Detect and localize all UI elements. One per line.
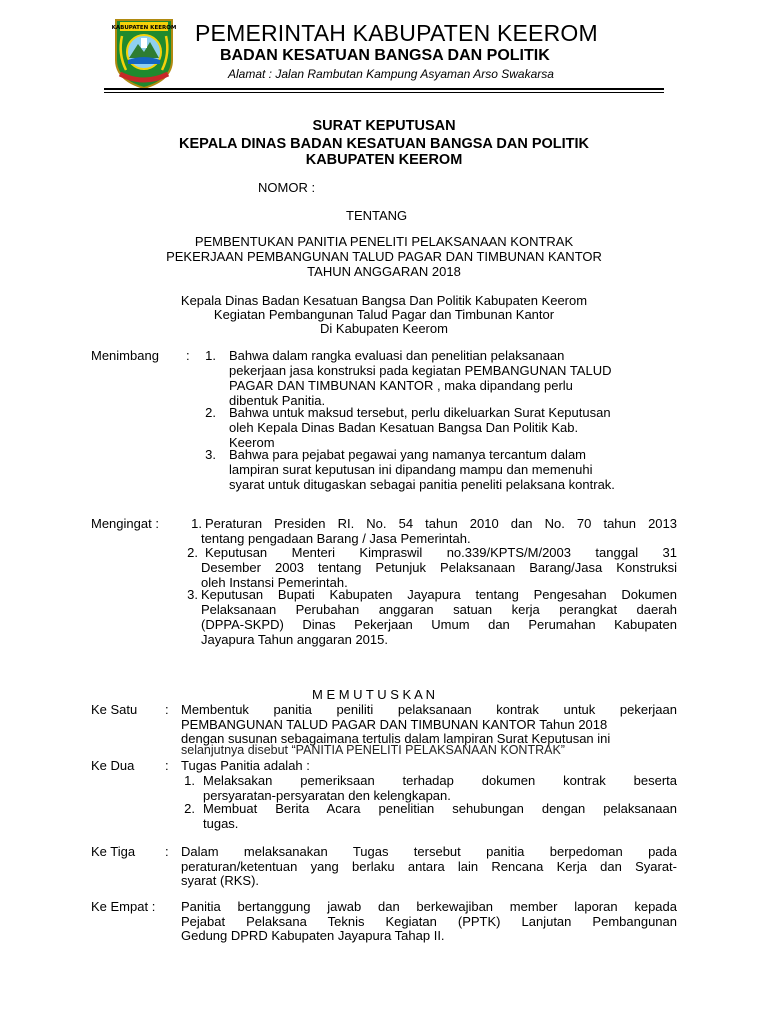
- doc-issuer-region: KABUPATEN KEEROM: [305, 152, 463, 168]
- subject-line-2: PEKERJAAN PEMBANGUNAN TALUD PAGAR DAN TIMBUNAN KANTOR: [166, 249, 602, 264]
- ke-dua-item-2-num: 2.: [184, 801, 195, 816]
- menimbang-item-2-line: Bahwa untuk maksud tersebut, perlu dikeluarkan Surat Keputusan: [229, 405, 611, 420]
- menimbang-item-3-line: lampiran surat keputusan ini dipandang mampu dan memenuhi: [229, 462, 593, 477]
- menimbang-item-3-line: Bahwa para pejabat pegawai yang namanya tercantum dalam: [229, 447, 587, 462]
- mengingat-label: Mengingat :: [91, 516, 159, 531]
- mengingat-item-3-line: Keputusan Bupati Kabupaten Jayapura tentang Pengesahan Dokumen: [201, 587, 677, 602]
- mengingat-item-2-line: oleh Instansi Pemerintah.: [201, 575, 348, 590]
- svg-text:KABUPATEN KEEROM: KABUPATEN KEEROM: [111, 25, 177, 31]
- ke-dua-item-1-line: Melaksakan pemeriksaan terhadap dokumen kontrak beserta: [203, 773, 677, 788]
- mengingat-item-2-line: Keputusan Menteri Kimpraswil no.339/KPTS/M/2003 tanggal 31: [205, 545, 677, 560]
- menimbang-colon: :: [186, 348, 190, 363]
- mengingat-item-3-line: (DPPA-SKPD) Dinas Pekerjaan Umum dan Perumahan Kabupaten: [201, 617, 677, 632]
- mengingat-item-1-num: 1.: [191, 516, 202, 531]
- ke-empat-line: Panitia bertanggung jawab dan berkewajiban member laporan kepada: [181, 899, 677, 914]
- kop-title: PEMERINTAH KABUPATEN KEEROM: [195, 20, 598, 46]
- ke-dua-intro: Tugas Panitia adalah :: [181, 758, 310, 773]
- menimbang-item-2-num: 2.: [205, 405, 216, 420]
- mengingat-item-3-line: Pelaksanaan Perubahan anggaran satuan kerja perangkat daerah: [201, 602, 677, 617]
- menimbang-item-1-line: pekerjaan jasa konstruksi pada kegiatan PEMBANGUNAN TALUD: [229, 363, 612, 378]
- mengingat-item-1-line: tentang pengadaan Barang / Jasa Pemerintah.: [201, 531, 471, 546]
- ke-satu-colon: :: [165, 702, 169, 717]
- mengingat-item-2-num: 2.: [187, 545, 198, 560]
- mengingat-item-3-line: Jayapura Tahun anggaran 2015.: [201, 632, 388, 647]
- mengingat-item-3-num: 3.: [187, 587, 198, 602]
- menimbang-item-3-line: syarat untuk ditugaskan sebagai panitia peneliti pelaksana kontrak.: [229, 477, 615, 492]
- menimbang-item-1-num: 1.: [205, 348, 216, 363]
- ke-satu-label: Ke Satu: [91, 702, 138, 717]
- issuer-line-3: Di Kabupaten Keerom: [320, 321, 448, 336]
- ke-tiga-colon: :: [165, 844, 169, 859]
- ke-satu-line: dengan susunan sebagaimana tertulis dalam lampiran Surat Keputusan ini: [181, 731, 611, 746]
- nomor-label: NOMOR :: [258, 180, 316, 195]
- ke-dua-item-1-num: 1.: [184, 773, 195, 788]
- ke-dua-item-2-line: tugas.: [203, 816, 239, 831]
- tentang-label: TENTANG: [346, 208, 408, 223]
- kabupaten-keerom-emblem: [108, 14, 180, 90]
- subject-line-3: TAHUN ANGGARAN 2018: [307, 264, 461, 279]
- ke-empat-line: Pejabat Pelaksana Teknis Kegiatan (PPTK) Lanjutan Pembangunan: [181, 914, 677, 929]
- ke-tiga-line: Dalam melaksanakan Tugas tersebut panitia berpedoman pada: [181, 844, 677, 859]
- ke-empat-line: Gedung DPRD Kabupaten Jayapura Tahap II.: [181, 928, 445, 943]
- menimbang-item-1-line: dibentuk Panitia.: [229, 393, 326, 408]
- ke-dua-label: Ke Dua: [91, 758, 135, 773]
- mengingat-item-2-line: Desember 2003 tentang Petunjuk Pelaksanaan Barang/Jasa Konstruksi: [201, 560, 677, 575]
- letterhead-rule-thin: [104, 92, 664, 93]
- ke-tiga-line: peraturan/ketentuan yang berlaku antara lain Rencana Kerja dan Syarat-: [181, 859, 677, 874]
- menimbang-item-1-line: Bahwa dalam rangka evaluasi dan penelitian pelaksanaan: [229, 348, 565, 363]
- ke-dua-item-2-line: Membuat Berita Acara penelitian sehubungan dengan pelaksanaan: [203, 801, 677, 816]
- doc-title: SURAT KEPUTUSAN: [312, 118, 456, 134]
- menimbang-label: Menimbang: [91, 348, 159, 363]
- ke-tiga-line: syarat (RKS).: [181, 873, 260, 888]
- issuer-line-1: Kepala Dinas Badan Kesatuan Bangsa Dan Politik Kabupaten Keerom: [180, 293, 588, 308]
- kop-address: Alamat : Jalan Rambutan Kampung Asyaman Arso Swakarsa: [228, 67, 554, 81]
- memutuskan-heading: M E M U T U S K A N: [312, 687, 436, 702]
- ke-satu-line: selanjutnya disebut “PANITIA PENELITI PELAKSANAAN KONTRAK”: [181, 743, 565, 757]
- menimbang-item-2-line: Keerom: [229, 435, 275, 450]
- ke-tiga-label: Ke Tiga: [91, 844, 136, 859]
- menimbang-item-3-num: 3.: [205, 447, 216, 462]
- ke-empat-label: Ke Empat :: [91, 899, 156, 914]
- ke-dua-colon: :: [165, 758, 169, 773]
- ke-satu-line: Membentuk panitia peniliti pelaksanaan kontrak untuk pekerjaan: [181, 702, 677, 717]
- subject-line-1: PEMBENTUKAN PANITIA PENELITI PELAKSANAAN KONTRAK: [194, 234, 574, 249]
- ke-dua-item-1-line: persyaratan-persyaratan den kelengkapan.: [203, 788, 451, 803]
- kop-subtitle: BADAN KESATUAN BANGSA DAN POLITIK: [220, 47, 550, 64]
- letterhead-rule-thick: [104, 88, 664, 90]
- mengingat-item-1-line: Peraturan Presiden RI. No. 54 tahun 2010 dan No. 70 tahun 2013: [205, 516, 677, 531]
- issuer-line-2: Kegiatan Pembangunan Talud Pagar dan Timbunan Kantor: [213, 307, 555, 322]
- menimbang-item-2-line: oleh Kepala Dinas Badan Kesatuan Bangsa Dan Politik Kab.: [229, 420, 579, 435]
- ke-satu-line: PEMBANGUNAN TALUD PAGAR DAN TIMBUNAN KANTOR Tahun 2018: [181, 717, 608, 732]
- doc-issuer-title: KEPALA DINAS BADAN KESATUAN BANGSA DAN POLITIK: [178, 136, 590, 152]
- menimbang-item-1-line: PAGAR DAN TIMBUNAN KANTOR , maka dipandang perlu: [229, 378, 573, 393]
